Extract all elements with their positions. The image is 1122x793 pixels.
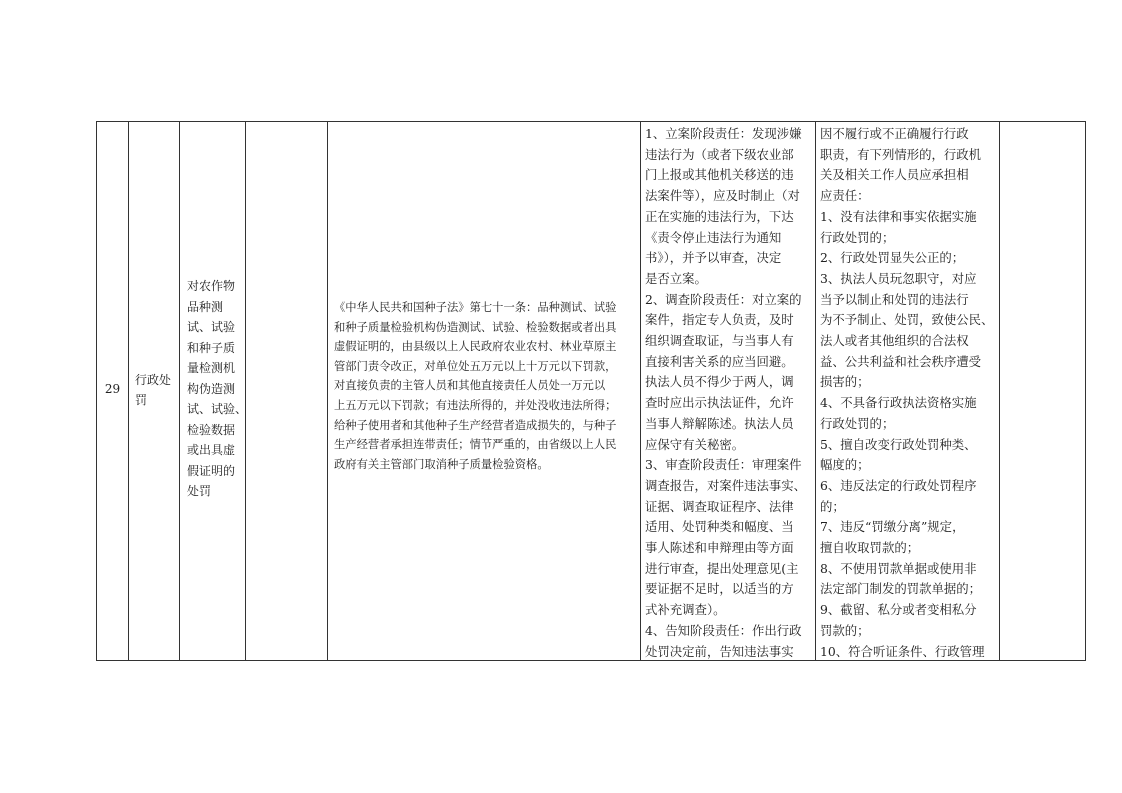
accountability-line: 擅自收取罚款的； <box>820 540 920 556</box>
responsibility-line: 应保守有关秘密。 <box>645 436 745 452</box>
accountability-line: 5、擅自改变行政处罚种类、 <box>820 436 977 452</box>
accountability-line: 9、截留、私分或者变相私分 <box>820 602 977 618</box>
responsibility-line: 3、审查阶段责任：审理案件 <box>645 457 802 473</box>
item-line: 或出具虚 <box>187 443 236 457</box>
responsibility-line: 当事人辩解陈述。执法人员 <box>645 415 794 431</box>
responsibility-text <box>645 124 813 662</box>
accountability-line: 4、不具备行政执法资格实施 <box>820 395 977 411</box>
accountability-line: 因不履行或不正确履行行政 <box>820 126 969 141</box>
legal-basis-text <box>334 298 635 474</box>
category-line: 罚 <box>135 393 148 407</box>
responsibility-line: 门上报或其他机关移送的违 <box>645 167 794 183</box>
record-table <box>96 121 1086 661</box>
category-text <box>135 370 175 410</box>
legal-basis-cell <box>328 122 641 660</box>
item-line: 试、试验 <box>187 320 236 334</box>
item-line: 量检测机 <box>187 361 236 375</box>
responsibility-line: 4、告知阶段责任：作出行政 <box>645 622 802 638</box>
responsibility-line: 案件，指定专人负责，及时 <box>645 312 794 328</box>
responsibility-line: 式补充调查）。 <box>645 602 726 618</box>
category-cell <box>129 122 180 660</box>
accountability-line: 10、符合听证条件、行政管理 <box>820 643 985 659</box>
responsibility-line: 执法人员不得少于两人，调 <box>645 374 794 390</box>
basis-line: 管部门责令改正，对单位处五万元以上十万元以下罚款， <box>334 359 617 373</box>
basis-line: 虚假证明的，由县级以上人民政府农业农村、林业草原主 <box>334 340 617 354</box>
number-cell <box>97 122 129 660</box>
responsibility-line: 查时应出示执法证件，允许 <box>645 395 794 411</box>
basis-line: 对直接负责的主管人员和其他直接责任人员处一万元以 <box>334 379 606 393</box>
basis-line: 生产经营者承担连带责任；情节严重的，由省级以上人民 <box>334 438 617 452</box>
accountability-line: 2、行政处罚显失公正的； <box>820 250 965 266</box>
accountability-line: 应责任： <box>820 188 870 204</box>
accountability-line: 幅度的； <box>820 457 870 473</box>
accountability-line: 法定部门制发的罚款单据的； <box>820 581 982 597</box>
responsibility-line: 事人陈述和申辩理由等方面 <box>645 540 794 556</box>
accountability-line: 3、执法人员玩忽职守，对应 <box>820 270 977 286</box>
accountability-line: 的； <box>820 498 845 514</box>
accountability-line: 罚款的； <box>820 622 870 638</box>
accountability-cell <box>816 122 1000 660</box>
responsibility-cell <box>641 122 816 660</box>
basis-line: 和种子质量检验机构伪造测试、试验、检验数据或者出具 <box>334 320 617 334</box>
accountability-line: 损害的； <box>820 374 870 390</box>
category-line: 行政处 <box>135 373 172 387</box>
responsibility-line: 《责令停止违法行为通知 <box>645 229 782 245</box>
item-line: 假证明的 <box>187 463 236 478</box>
accountability-line: 行政处罚的； <box>820 229 895 245</box>
accountability-line: 6、违反法定的行政处罚程序 <box>820 477 977 493</box>
accountability-line: 行政处罚的； <box>820 415 895 431</box>
responsibility-line: 直接利害关系的应当回避。 <box>645 353 794 369</box>
item-line: 对农作物 <box>187 279 236 293</box>
accountability-line: 7、违反“罚缴分离”规定， <box>820 519 965 535</box>
accountability-line: 法人或者其他组织的合法权 <box>820 333 969 349</box>
accountability-line: 当予以制止和处罚的违法行 <box>820 291 969 307</box>
responsibility-line: 是否立案。 <box>645 270 707 286</box>
item-line: 和种子质 <box>187 340 236 355</box>
item-name-text <box>187 276 248 502</box>
empty-cell-b <box>1000 122 1087 660</box>
basis-line: 上五万元以下罚款；有违法所得的，并处没收违法所得； <box>334 398 617 412</box>
item-line: 检验数据 <box>187 422 236 437</box>
accountability-line: 为不予制止、处罚，致使公民、 <box>820 312 994 328</box>
basis-line: 政府有关主管部门取消种子质量检验资格。 <box>334 457 549 471</box>
accountability-text <box>820 124 997 662</box>
item-name-cell <box>180 122 246 660</box>
responsibility-line: 2、调查阶段责任：对立案的 <box>645 291 802 307</box>
responsibility-line: 法案件等），应及时制止（对 <box>645 188 800 204</box>
item-line: 品种测 <box>187 299 224 314</box>
item-line: 构伪造测 <box>187 381 236 396</box>
responsibility-line: 适用、处罚种类和幅度、当 <box>645 519 794 535</box>
responsibility-line: 组织调查取证，与当事人有 <box>645 333 794 349</box>
item-line: 试、试验、 <box>187 402 248 416</box>
accountability-line: 8、不使用罚款单据或使用非 <box>820 560 977 576</box>
accountability-line: 职责，有下列情形的，行政机 <box>820 146 982 162</box>
empty-cell-a <box>246 122 328 660</box>
basis-line: 给种子使用者和其他种子生产经营者造成损失的，与种子 <box>334 418 617 432</box>
responsibility-line: 证据、调查取证程序、法律 <box>645 498 794 514</box>
responsibility-line: 违法行为（或者下级农业部 <box>645 146 794 162</box>
row-number: 29 <box>104 382 121 396</box>
basis-line: 《中华人民共和国种子法》第七十一条：品种测试、试验 <box>334 301 617 314</box>
responsibility-line: 进行审查，提出处理意见(主 <box>645 560 799 576</box>
responsibility-line: 正在实施的违法行为，下达 <box>645 208 794 224</box>
item-line: 处罚 <box>187 484 212 498</box>
responsibility-line: 要证据不足时，以适当的方 <box>645 581 794 597</box>
accountability-line: 益、公共利益和社会秩序遭受 <box>820 353 982 369</box>
responsibility-line: 1、立案阶段责任：发现涉嫌 <box>645 126 802 141</box>
accountability-line: 1、没有法律和事实依据实施 <box>820 208 977 224</box>
responsibility-line: 处罚决定前，告知违法事实 <box>645 643 794 659</box>
responsibility-line: 书》），并予以审查，决定 <box>645 250 782 266</box>
responsibility-line: 调查报告，对案件违法事实、 <box>645 477 807 493</box>
accountability-line: 关及相关工作人员应承担相 <box>820 167 969 183</box>
